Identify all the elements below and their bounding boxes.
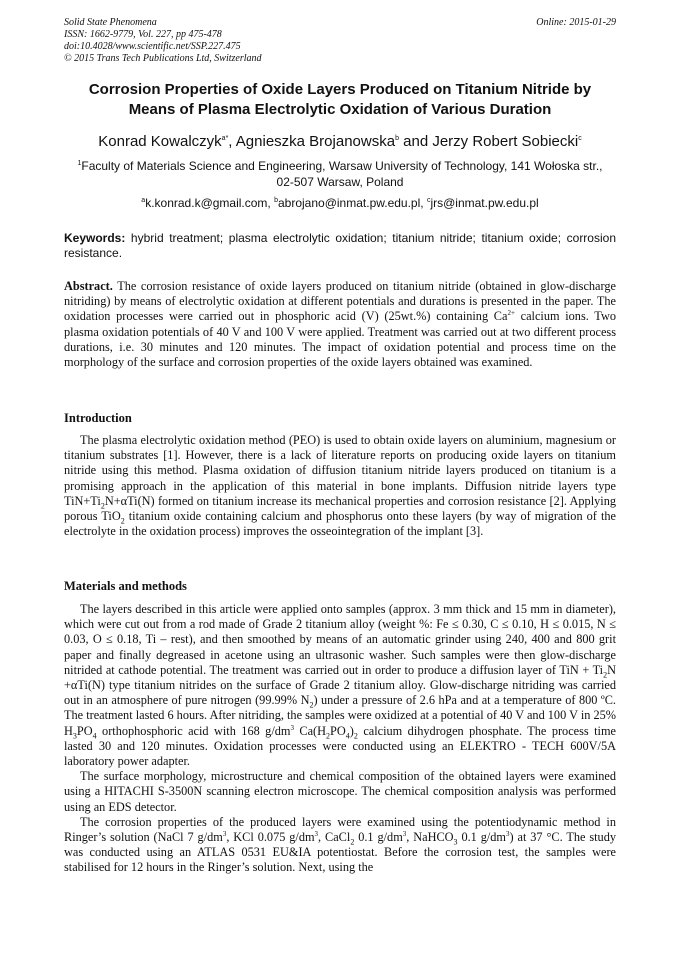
- author-1: Konrad Kowalczyk: [98, 133, 222, 150]
- keywords-text: hybrid treatment; plasma electrolytic oxidation; titanium nitride; titanium oxide; corrosion resistance.: [64, 231, 616, 260]
- journal-header: [64, 17, 616, 65]
- r-sub-3: 2: [350, 837, 355, 847]
- m-sub-4: 4: [92, 731, 97, 741]
- journal-name: Solid State Phenomena: [64, 17, 157, 28]
- m-text-2: N +αTi(N) type titanium nitrides on the surface of Grade 2 titanium alloy. Glow-discharge nitriding was carried out in an atmosphere of pure nitrogen (99.99% N: [64, 662, 616, 708]
- affiliation: [64, 158, 616, 190]
- affiliation-line-1: Faculty of Materials Science and Engineering, Warsaw University of Technology, 141 Wołoska str.,: [81, 159, 603, 173]
- methods-paragraph-1: [64, 602, 616, 769]
- affiliation-mark: 1: [77, 160, 82, 167]
- r-text-4: 0.1 g/dm: [354, 830, 403, 845]
- intro-text-1: The plasma electrolytic oxidation method (PEO) is used to obtain oxide layers on aluminium, magnesium or titanium substrates [1]. However, there is a lack of literature reports on producing oxide layers on titanium nitride using this method. Plasma oxidation of diffusion titanium nitride layers produced on titanium is a promising approach in the application of this material in bone implants. Diffusion nitride layers type TiN+Ti: [64, 433, 616, 508]
- r-sup-1: 3: [222, 829, 227, 838]
- m-sub-7: 4: [345, 731, 350, 741]
- author-2-mark: b: [395, 135, 399, 142]
- email-b-mark: b: [274, 197, 278, 204]
- r-text-6: 0.1 g/dm: [457, 830, 506, 845]
- author-list: [64, 133, 616, 151]
- methods-heading: Materials and methods: [64, 579, 187, 593]
- m-text-1: The layers described in this article were applied onto samples (approx. 3 mm thick and 15 mm in diameter), which were cut out from a rod made of Grade 2 titanium alloy (weight %: Fe ≤ 0.30, C ≤ 0.10, H ≤ 0.015, N ≤ 0.03, O ≤ 0.18, Ti – rest), and then smoothed by means of an automatic grinder using 240, 400 and 800 grit paper and finally degreased in acetone using an ultrasonic washer. Such samples were then glow-discharge nitrided at cathode potential. The treatment was carried out in order to produce a diffusion layer of TiN + Ti: [64, 602, 616, 677]
- r-text-7: ) at 37 °C. The study was conducted using an ATLAS 0531 EU&IA potentiostat. Before the corrosion test, the samples were stabilised for 12 hours in the Ringer’s solution. Next, using the: [64, 830, 616, 875]
- abstract-text: The corrosion resistance of oxide layers produced on titanium nitride (obtained in glow-discharge nitriding) by means of electrolytic oxidation at different potentials and durations is presented in the paper. The oxidation processes were carried out in phosphoric acid (V) (25wt.%) containing Ca: [64, 279, 616, 324]
- intro-paragraph: [64, 433, 616, 539]
- author-1-mark: a*: [221, 135, 229, 142]
- introduction-text: [64, 433, 616, 539]
- abstract-label: Abstract.: [64, 279, 113, 293]
- m-sub-6: 2: [326, 731, 331, 741]
- m-text-4: PO: [76, 723, 93, 738]
- intro-sub-2: 2: [120, 516, 125, 526]
- r-sup-2: 3: [314, 829, 319, 838]
- r-sup-6: 3: [506, 829, 510, 838]
- doi-line: doi:10.4028/www.scientific.net/SSP.227.475: [64, 41, 241, 52]
- intro-text-3: titanium oxide containing calcium and phosphorus onto these layers (by way of migration of the electrolyte in the oxidation process) improves the osseointegration of the implant [3].: [64, 509, 616, 539]
- m-text-9: calcium dihydrogen phosphate. The process time lasted 30 and 120 minutes. Oxidation processes were conducted using an ELEKTRO - TECH 600V/5A laboratory power adapter.: [64, 723, 616, 769]
- email-a[interactable]: k.konrad.k@gmail.com,: [145, 196, 275, 210]
- introduction-heading: Introduction: [64, 411, 132, 425]
- m-text-8: ): [349, 723, 354, 738]
- m-sup-5: 3: [290, 723, 294, 732]
- intro-text-2: N+αTi(N) formed on titanium increase its mechanical properties and corrosion resistance [2]. Applying porous TiO: [64, 493, 616, 524]
- abstract-text-cont: calcium ions. Two plasma oxidation potentials of 40 V and 100 V were applied. Treatment was carried out at two different process durations, i.e. 30 minutes and 120 minutes. The impact of oxidation potential and process time on the morphology of the surface and corrosion properties of the oxide layers obtained was examined.: [64, 309, 616, 370]
- email-c[interactable]: jrs@inmat.pw.edu.pl: [430, 196, 539, 210]
- copyright-line: © 2015 Trans Tech Publications Ltd, Switzerland: [64, 53, 262, 64]
- r-text-1: The corrosion properties of the produced layers were examined using the potentiodynamic method in Ringer’s solution (NaCl 7 g/dm: [64, 814, 616, 845]
- email-a-mark: a: [141, 197, 146, 204]
- keywords: [64, 231, 616, 261]
- author-2: , Agnieszka Brojanowska: [228, 133, 396, 150]
- m-text-7: PO: [330, 723, 346, 738]
- m-text-3: ) under a pressure of 2.6 hPa and at a temperature of 800 ºC. The treatment lasted 6 hours. After nitriding, the samples were oxidized at a potential of 40 V and 100 V in 25% H: [64, 693, 616, 738]
- m-sub-2: 2: [309, 700, 314, 710]
- author-emails: [64, 195, 616, 211]
- methods-paragraph-3: [64, 815, 616, 876]
- abstract-sup: 2+: [507, 309, 515, 318]
- issn-line: ISSN: 1662-9779, Vol. 227, pp 475-478: [64, 29, 222, 40]
- m-text-6: Ca(H: [293, 723, 327, 738]
- title-line-2: Means of Plasma Electrolytic Oxidation of Various Duration: [128, 101, 552, 118]
- r-sub-5: 3: [453, 837, 458, 847]
- m-sub-1: 2: [603, 670, 608, 680]
- r-text-5: , NaHCO: [406, 830, 454, 845]
- author-3: and Jerzy Robert Sobiecki: [398, 133, 579, 150]
- m-sub-8: 2: [353, 731, 358, 741]
- m-sub-3: 3: [72, 731, 77, 741]
- online-date: Online: 2015-01-29: [536, 17, 616, 28]
- methods-text: [64, 602, 616, 876]
- intro-sub-1: 2: [100, 501, 105, 511]
- r-sup-4: 3: [402, 829, 407, 838]
- abstract: [64, 279, 616, 370]
- r-text-2: , KCl 0.075 g/dm: [226, 830, 315, 845]
- author-3-mark: c: [578, 135, 582, 142]
- email-c-mark: c: [426, 197, 431, 204]
- paper-title: [64, 80, 616, 120]
- m-text-5: orthophosphoric acid with 168 g/dm: [96, 723, 291, 738]
- methods-paragraph-2: The surface morphology, microstructure and chemical composition of the obtained layers were examined using a HITACHI S-3500N scanning electron microscope. The chemical composition analysis was performed using an EDS detector.: [64, 769, 616, 814]
- affiliation-line-2: 02-507 Warsaw, Poland: [276, 175, 404, 189]
- title-line-1: Corrosion Properties of Oxide Layers Produced on Titanium Nitride by: [88, 81, 592, 98]
- r-text-3: , CaCl: [318, 830, 351, 845]
- email-b[interactable]: abrojano@inmat.pw.edu.pl,: [278, 196, 427, 210]
- keywords-label: Keywords:: [64, 231, 126, 245]
